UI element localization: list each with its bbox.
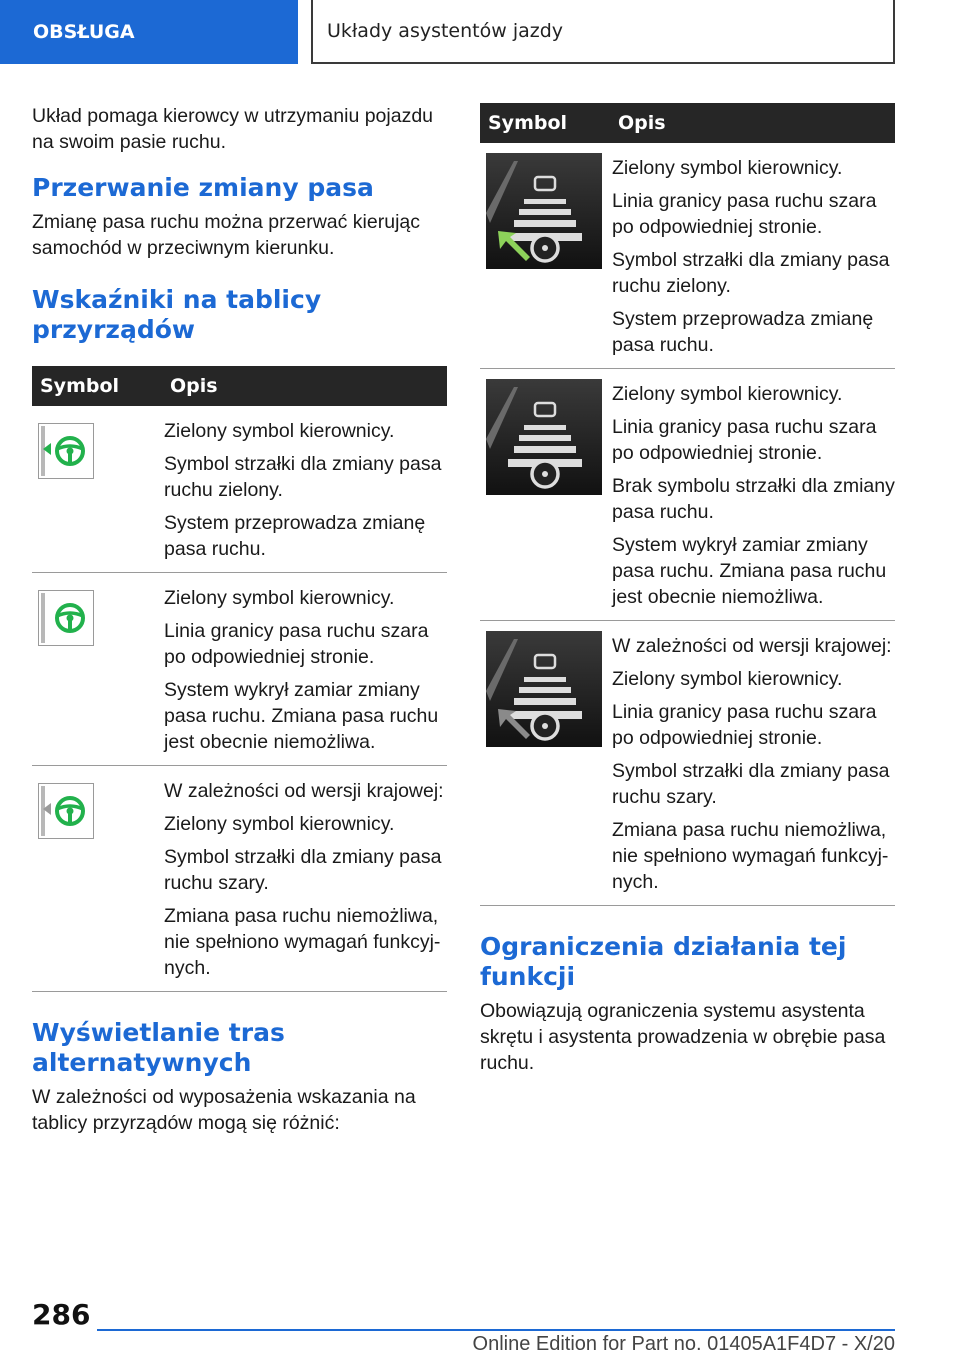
alternative-routes-paragraph: W zależności od wyposażenia wskazania na tablicy przyrządów mogą się różnić:	[32, 1086, 416, 1134]
desc-line: System przeprowadza zmianę pasa ruchu.	[164, 512, 426, 560]
desc-cell	[164, 406, 447, 573]
desc-line: Zmiana pasa ruchu niemożliwa, nie spełniono wymagań funkcyjnych.	[612, 819, 889, 893]
desc-cell	[164, 573, 447, 766]
desc-line: Linia granicy pasa ruchu szara po odpowiedniej stronie.	[612, 190, 877, 238]
desc-line: System wykrył zamiar zmiany pasa ruchu. Zmiana pasa ruchu jest obecnie niemożliwa.	[612, 534, 887, 608]
heading-interrupt-lane-change: Przerwanie zmiany pasa	[32, 173, 374, 202]
indicator-table-left	[32, 366, 447, 992]
symbol-cell	[32, 573, 164, 766]
col-header-desc: Opis	[612, 103, 895, 143]
steering-wheel-arrow-green-icon	[38, 423, 94, 479]
desc-line: Zielony symbol kierownicy.	[164, 813, 395, 835]
desc-line: Symbol strzałki dla zmiany pasa ruchu zielony.	[612, 249, 890, 297]
desc-line: Zielony symbol kierownicy.	[612, 383, 843, 405]
chapter-title: Układy asystentów jazdy	[327, 20, 564, 42]
desc-line: Linia granicy pasa ruchu szara po odpowiedniej stronie.	[612, 416, 877, 464]
chapter-header	[311, 0, 895, 64]
desc-line: Linia granicy pasa ruchu szara po odpowiedniej stronie.	[164, 620, 429, 668]
table-row	[480, 369, 895, 621]
desc-line: Linia granicy pasa ruchu szara po odpowiedniej stronie.	[612, 701, 877, 749]
desc-cell	[612, 369, 895, 621]
desc-line: Zielony symbol kierownicy.	[164, 420, 395, 442]
desc-line: Zmiana pasa ruchu niemożliwa, nie spełniono wymagań funkcyjnych.	[164, 905, 441, 979]
table-row	[32, 573, 447, 766]
heading-function-limits: Ograniczenia działania tej funkcji	[480, 932, 847, 991]
section-title: OBSŁUGA	[33, 21, 135, 43]
interrupt-paragraph: Zmianę pasa ruchu można przerwać kierując samochód w przeciwnym kierunku.	[32, 211, 421, 259]
lane-display-arrow-green-icon	[486, 153, 602, 269]
desc-line: Zielony symbol kierownicy.	[612, 157, 843, 179]
table-row	[32, 766, 447, 992]
table-row	[480, 143, 895, 369]
intro-paragraph: Układ pomaga kierowcy w utrzymaniu pojazdu na swoim pasie ruchu.	[32, 105, 434, 153]
symbol-cell	[32, 406, 164, 573]
symbol-cell	[32, 766, 164, 992]
col-header-symbol: Symbol	[32, 366, 164, 406]
steering-wheel-lane-grey-icon	[38, 590, 94, 646]
function-limits-paragraph: Obowiązują ograniczenia systemu asystenta skrętu i asystenta prowadzenia w obrębie pasa ruchu.	[480, 1000, 886, 1074]
col-header-desc: Opis	[164, 366, 447, 406]
desc-line: System przeprowadza zmianę pasa ruchu.	[612, 308, 874, 356]
heading-alternative-routes: Wyświetlanie tras alternatywnych	[32, 1018, 285, 1077]
desc-cell	[612, 143, 895, 369]
table-row	[32, 406, 447, 573]
symbol-cell	[480, 621, 612, 906]
table-row	[480, 621, 895, 906]
table-header-row	[480, 103, 895, 143]
desc-line: Symbol strzałki dla zmiany pasa ruchu szary.	[612, 760, 890, 808]
desc-line: Symbol strzałki dla zmiany pasa ruchu zielony.	[164, 453, 442, 501]
page-number: 286	[32, 1298, 91, 1331]
desc-line: System wykrył zamiar zmiany pasa ruchu. Zmiana pasa ruchu jest obecnie niemożliwa.	[164, 679, 439, 753]
right-column	[480, 103, 895, 1088]
symbol-cell	[480, 369, 612, 621]
lane-display-no-arrow-icon	[486, 379, 602, 495]
heading-instrument-indicators: Wskaźniki na tablicy przyrządów	[32, 285, 322, 344]
section-tab	[0, 0, 298, 64]
desc-line: W zależności od wersji krajowej:	[612, 635, 892, 657]
lane-display-arrow-grey-icon	[486, 631, 602, 747]
desc-line: Brak symbolu strzałki dla zmiany pasa ruchu.	[612, 475, 895, 523]
desc-line: Symbol strzałki dla zmiany pasa ruchu szary.	[164, 846, 442, 894]
desc-line: Zielony symbol kierownicy.	[612, 668, 843, 690]
table-header-row	[32, 366, 447, 406]
desc-line: W zależności od wersji krajowej:	[164, 780, 444, 802]
desc-line: Zielony symbol kierownicy.	[164, 587, 395, 609]
desc-cell	[612, 621, 895, 906]
steering-wheel-arrow-grey-icon	[38, 783, 94, 839]
edition-footer: Online Edition for Part no. 01405A1F4D7 - X/20	[472, 1333, 895, 1355]
footer-divider	[97, 1329, 895, 1331]
left-column	[32, 103, 447, 1148]
col-header-symbol: Symbol	[480, 103, 612, 143]
desc-cell	[164, 766, 447, 992]
indicator-table-right	[480, 103, 895, 906]
symbol-cell	[480, 143, 612, 369]
